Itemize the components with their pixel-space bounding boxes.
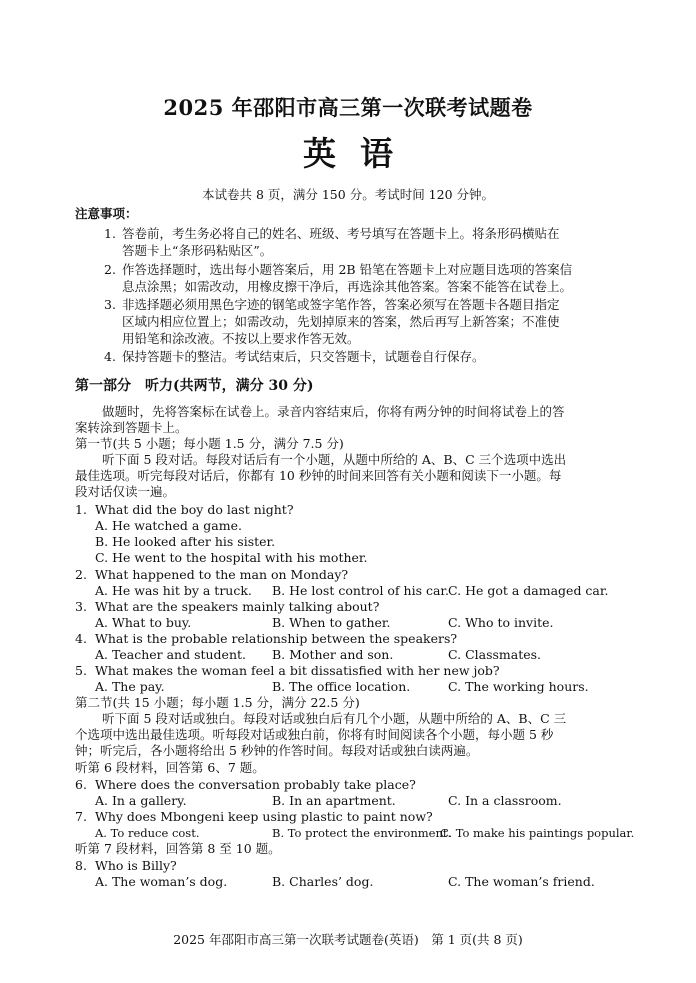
option-b: B. Mother and son.: [272, 647, 394, 662]
notice-header: 注意事项：: [75, 206, 138, 221]
section1-header: 第一节(共 5 小题；每小题 1.5 分，满分 7.5 分): [75, 436, 344, 451]
section1-intro: 段对话仅读一遍。: [75, 484, 176, 499]
question-number: 6.: [75, 777, 87, 792]
exam-title: 2025 年邵阳市高三第一次联考试题卷: [163, 95, 533, 120]
option-a: A. What to buy.: [95, 615, 192, 630]
listening-instruction: 听第 7 段材料，回答第 8 至 10 题。: [75, 841, 281, 856]
notice-number: 1.: [104, 226, 116, 241]
question-text: Where does the conversation probably take place?: [95, 777, 416, 792]
option-a: A. Teacher and student.: [95, 647, 247, 662]
option-b: B. To protect the environment.: [272, 826, 452, 840]
subject-title: 英语: [303, 134, 417, 173]
option-c: C. Classmates.: [448, 647, 542, 662]
question-number: 5.: [75, 663, 87, 678]
option-a: A. He was hit by a truck.: [95, 583, 252, 598]
notice-number: 3.: [104, 297, 116, 312]
option-a: A. To reduce cost.: [95, 826, 200, 840]
option-c: C. The woman’s friend.: [448, 874, 595, 889]
notice-number: 4.: [104, 349, 116, 364]
section2-intro: 钟；听完后，各小题将给出 5 秒钟的作答时间。每段对话或独白读两遍。: [75, 743, 479, 758]
option-b: B. Charles’ dog.: [272, 874, 374, 889]
section2-intro: 听下面 5 段对话或独白。每段对话或独白后有几个小题，从题中所给的 A、B、C 三: [102, 711, 567, 726]
notice-line: 息点涂黑；如需改动，用橡皮擦干净后，再选涂其他答案。答案不能答在试卷上。: [122, 279, 573, 294]
option-b: B. He looked after his sister.: [95, 534, 276, 549]
part1-intro: 做题时，先将答案标在试卷上。录音内容结束后，你将有两分钟的时间将试卷上的答: [102, 404, 565, 419]
question-number: 4.: [75, 631, 87, 646]
section1-intro: 最佳选项。听完每段对话后，你都有 10 秒钟的时间来回答有关小题和阅读下一小题。每: [75, 468, 562, 483]
notice-number: 2.: [104, 262, 116, 277]
option-a: A. The pay.: [95, 679, 165, 694]
option-c: C. He got a damaged car.: [448, 583, 609, 598]
notice-line: 答题卡上“条形码粘贴区”。: [122, 243, 273, 258]
question-text: What is the probable relationship between the speakers?: [95, 631, 458, 646]
notice-line: 作答选择题时，选出每小题答案后，用 2B 铅笔在答题卡上对应题目选项的答案信: [122, 262, 573, 277]
section1-intro: 听下面 5 段对话。每段对话后有一个小题，从题中所给的 A、B、C 三个选项中选出: [102, 452, 567, 467]
question-number: 8.: [75, 858, 87, 873]
option-c: C. The working hours.: [448, 679, 589, 694]
section2-intro: 个选项中选出最佳选项。听每段对话或独白前，你将有时间阅读各个小题，每小题 5 秒: [75, 727, 554, 742]
question-text: What are the speakers mainly talking about?: [95, 599, 380, 614]
option-a: A. He watched a game.: [95, 518, 242, 533]
question-number: 1.: [75, 502, 87, 517]
notice-line: 非选择题必须用黑色字迹的钢笔或签字笔作答，答案必须写在答题卡各题目指定: [122, 297, 560, 312]
part1-intro: 案转涂到答题卡上。: [75, 420, 188, 435]
option-c: C. To make his paintings popular.: [440, 826, 635, 840]
option-b: B. The office location.: [272, 679, 411, 694]
option-c: C. He went to the hospital with his mother.: [95, 550, 368, 565]
part1-title: 第一部分 听力(共两节，满分 30 分): [75, 378, 314, 394]
section2-header: 第二节(共 15 小题；每小题 1.5 分，满分 22.5 分): [75, 695, 360, 710]
notice-line: 用铅笔和涂改液。不按以上要求作答无效。: [122, 331, 360, 346]
page-footer: 2025 年邵阳市高三第一次联考试题卷(英语) 第 1 页(共 8 页): [173, 932, 523, 947]
question-text: What makes the woman feel a bit dissatisfied with her new job?: [95, 663, 500, 678]
exam-info: 本试卷共 8 页，满分 150 分。考试时间 120 分钟。: [201, 187, 494, 202]
question-text: What did the boy do last night?: [95, 502, 294, 517]
option-c: C. In a classroom.: [448, 793, 562, 808]
option-b: B. He lost control of his car.: [272, 583, 450, 598]
option-a: A. In a gallery.: [95, 793, 187, 808]
question-text: Who is Billy?: [95, 858, 177, 873]
question-number: 2.: [75, 567, 87, 582]
notice-line: 保持答题卡的整洁。考试结束后，只交答题卡，试题卷自行保存。: [122, 349, 485, 364]
option-c: C. Who to invite.: [448, 615, 554, 630]
listening-instruction: 听第 6 段材料，回答第 6、7 题。: [75, 760, 265, 775]
option-a: A. The woman’s dog.: [95, 874, 228, 889]
question-number: 7.: [75, 809, 87, 824]
question-text: What happened to the man on Monday?: [95, 567, 349, 582]
option-b: B. When to gather.: [272, 615, 391, 630]
question-number: 3.: [75, 599, 87, 614]
question-text: Why does Mbongeni keep using plastic to paint now?: [95, 809, 433, 824]
notice-line: 区域内相应位置上；如需改动，先划掉原来的答案，然后再写上新答案；不准使: [122, 314, 560, 329]
option-b: B. In an apartment.: [272, 793, 396, 808]
notice-line: 答卷前，考生务必将自己的姓名、班级、考号填写在答题卡上。将条形码横贴在: [122, 226, 560, 241]
